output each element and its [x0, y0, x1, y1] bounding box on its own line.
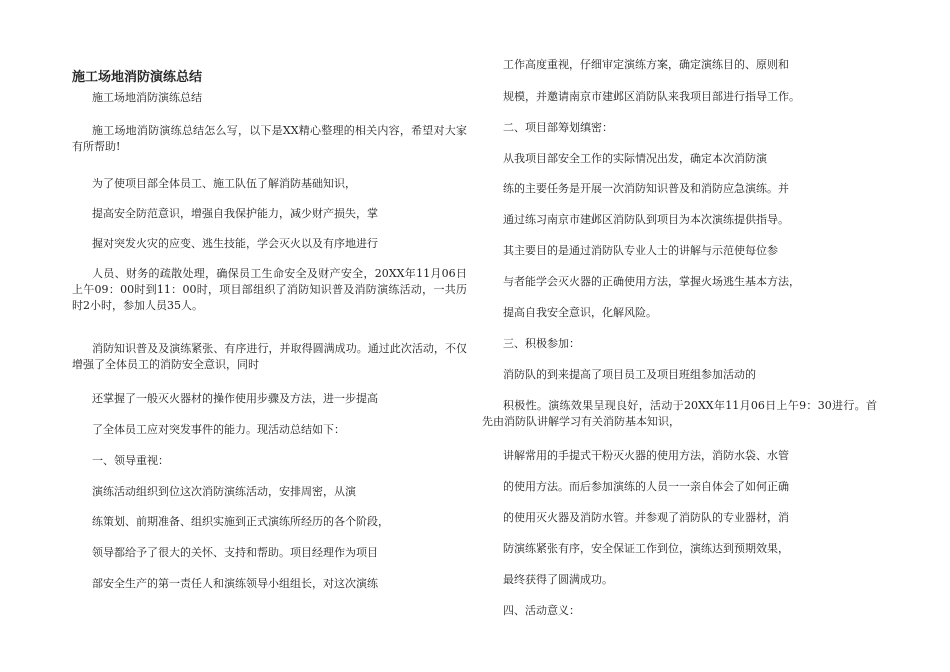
paragraph: 演练活动组织到位这次消防演练活动，安排周密，从演: [92, 485, 356, 498]
paragraph: 施工场地消防演练总结怎么写，以下是XX精心整理的相关内容，希望对大家有所帮助!: [72, 124, 467, 153]
document-title: 施工场地消防演练总结: [72, 70, 203, 85]
paragraph: 领导都给予了很大的关怀、支持和帮助。项目经理作为项目: [92, 546, 378, 559]
section-heading: 三、积极参加：: [503, 337, 580, 350]
paragraph: 人员、财务的疏散处理，确保员工生命安全及财产安全，20XX年11月06日上午09：00时到11：00时，项目部组织了消防知识普及消防演练活动，一共历时2小时，参加人员35人。: [72, 267, 467, 312]
paragraph: 通过练习南京市建邺区消防队到项目为本次演练提供指导。: [503, 213, 789, 226]
paragraph: 最终获得了圆满成功。: [503, 573, 613, 586]
paragraph: 还掌握了一般灭火器材的操作使用步骤及方法，进一步提高: [92, 392, 378, 405]
paragraph: 练的主要任务是开展一次消防知识普及和消防应急演练。并: [503, 182, 789, 195]
paragraph: 为了使项目部全体员工、施工队伍了解消防基础知识，: [92, 177, 356, 190]
paragraph: 工作高度重视，仔细审定演练方案，确定演练目的、原则和: [503, 58, 789, 71]
paragraph: 积极性。演练效果呈现良好，活动于20XX年11月06日上午9：30进行。首先由消防队讲解学习有关消防基本知识，: [482, 399, 877, 428]
section-heading: 四、活动意义：: [503, 604, 580, 617]
paragraph: 消防队的到来提高了项目员工及项目班组参加活动的: [503, 368, 756, 381]
paragraph: 部安全生产的第一责任人和演练领导小组组长，对这次演练: [92, 577, 378, 590]
paragraph: 其主要目的是通过消防队专业人士的讲解与示范使每位参: [503, 244, 778, 257]
paragraph: 练策划、前期准备、组织实施到正式演练所经历的各个阶段，: [92, 515, 389, 528]
paragraph: 了全体员工应对突发事件的能力。现活动总结如下：: [92, 423, 345, 436]
paragraph: 从我项目部安全工作的实际情况出发，确定本次消防演: [503, 152, 767, 165]
section-heading: 二、项目部筹划缜密：: [503, 121, 613, 134]
paragraph: 提高安全防范意识，增强自我保护能力，减少财产损失，掌: [92, 207, 378, 220]
paragraph: 讲解常用的手提式干粉灭火器的使用方法，消防水袋、水管: [503, 449, 789, 462]
paragraph: 规模，并邀请南京市建邺区消防队来我项目部进行指导工作。: [503, 90, 800, 103]
paragraph: 消防知识普及及演练紧张、有序进行，并取得圆满成功。通过此次活动，不仅增强了全体员工的消防安全意识，同时: [72, 342, 467, 371]
paragraph: 与者能学会灭火器的正确使用方法，掌握火场逃生基本方法，: [503, 275, 800, 288]
paragraph: 防演练紧张有序，安全保证工作到位，演练达到预期效果，: [503, 542, 789, 555]
paragraph: 握对突发火灾的应变、逃生技能，学会灭火以及有序地进行: [92, 237, 378, 250]
paragraph: 提高自我安全意识，化解风险。: [503, 306, 657, 319]
paragraph: 的使用灭火器及消防水管。并参观了消防队的专业器材，消: [503, 511, 789, 524]
paragraph: 的使用方法。而后参加演练的人员一一亲自体会了如何正确: [503, 480, 789, 493]
paragraph: 施工场地消防演练总结: [92, 91, 202, 104]
section-heading: 一、领导重视：: [92, 454, 169, 467]
